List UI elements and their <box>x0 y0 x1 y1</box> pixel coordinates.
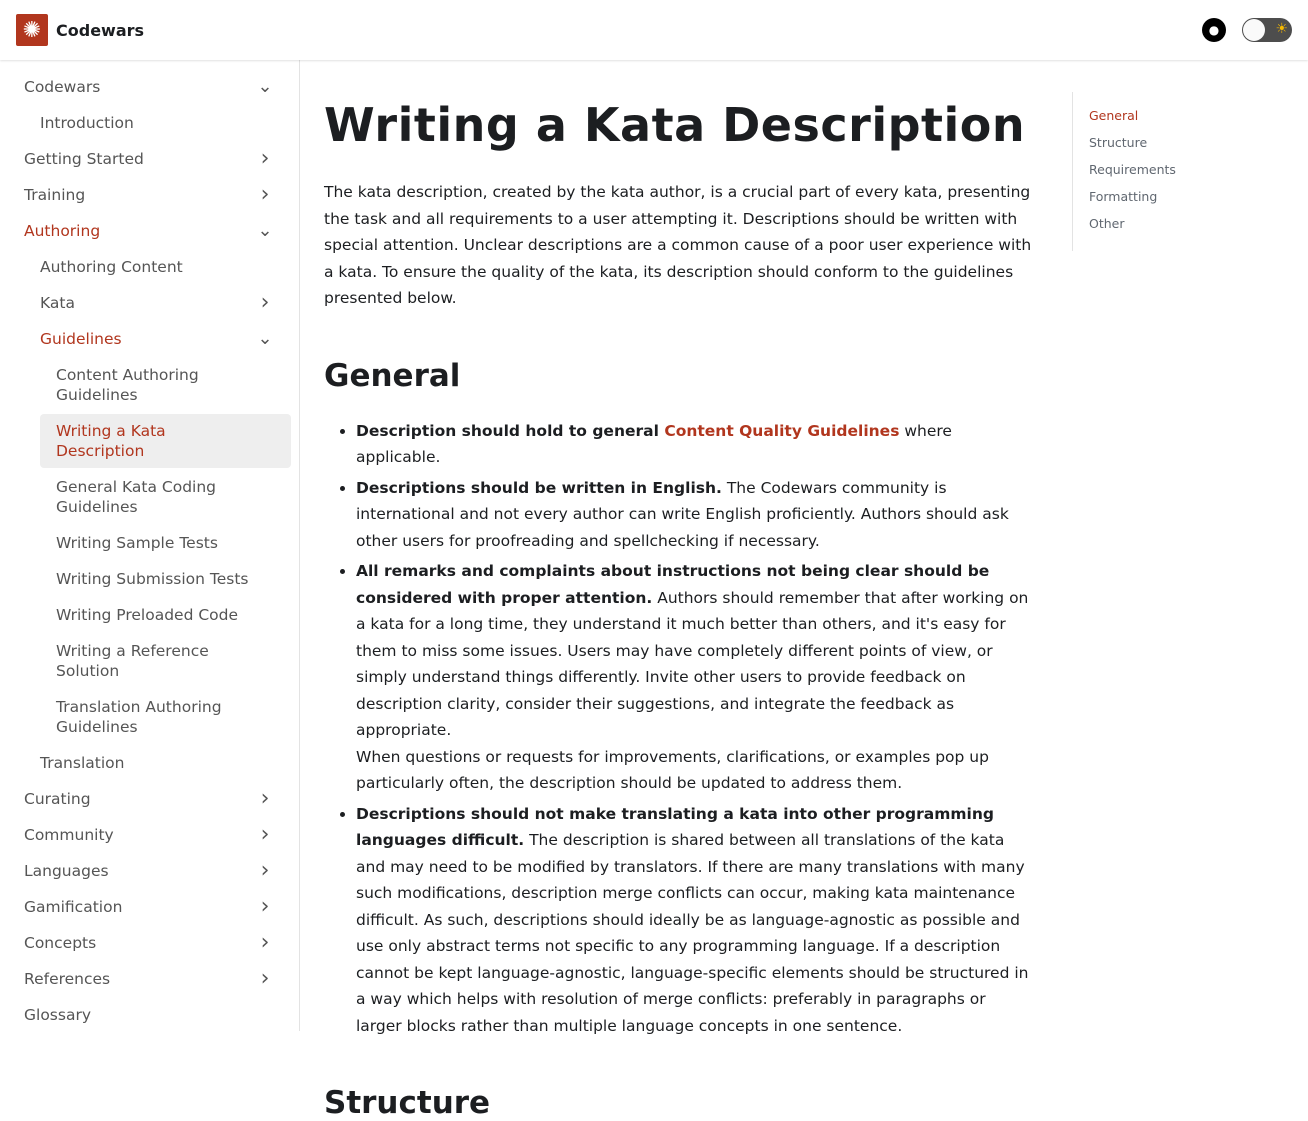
toc-link[interactable]: Requirements <box>1089 162 1176 177</box>
sidebar-item[interactable] <box>40 414 291 468</box>
chevron-right-icon[interactable]: › <box>260 966 270 991</box>
section-general-heading: General <box>324 357 461 394</box>
list-item: • Descriptions should be written in English. The Codewars community is international and not every author can write English proficiently. Authors should ask other users for proofreading and spellchecking if necessary. <box>356 475 1036 555</box>
sidebar-item-label: Gamification <box>24 898 123 916</box>
sidebar-item[interactable] <box>8 106 291 140</box>
sidebar-item[interactable] <box>8 782 291 816</box>
codewars-logo-icon[interactable]: ✺ <box>16 14 48 46</box>
sidebar-item-label: Getting Started <box>24 150 144 168</box>
sidebar-item[interactable] <box>8 854 291 888</box>
sidebar-item-label: Codewars <box>24 78 101 96</box>
chevron-right-icon[interactable]: › <box>260 786 270 811</box>
sidebar-item-label: Authoring <box>24 222 101 240</box>
toc-link[interactable]: General <box>1089 108 1139 123</box>
github-icon[interactable]: ● <box>1202 18 1226 42</box>
sidebar-item[interactable] <box>8 142 291 176</box>
sidebar-item[interactable] <box>8 214 291 248</box>
sidebar-item[interactable] <box>8 250 291 284</box>
sidebar-item-label: Glossary <box>24 1006 91 1024</box>
sidebar-item-label: Curating <box>24 790 91 808</box>
toc-link[interactable]: Formatting <box>1089 189 1158 204</box>
sidebar-item-label: Writing Preloaded Code <box>56 606 239 624</box>
sidebar-item[interactable] <box>8 470 291 524</box>
sidebar-item-label: Content Authoring Guidelines <box>56 366 199 404</box>
chevron-down-icon[interactable]: ⌄ <box>257 328 273 349</box>
sidebar-item[interactable] <box>8 178 291 212</box>
brand-title[interactable]: Codewars <box>56 20 145 40</box>
chevron-down-icon[interactable]: ⌄ <box>257 76 273 97</box>
intro-paragraph: The kata description, created by the kata author, is a crucial part of every kata, presenting the task and all requirements to a user attempting it. Descriptions should be written with special attention. Unclear descriptions are a common cause of a poor user experience with a kata. To ensure the quality of the kata, its description should conform to the guidelines presented below. <box>324 183 1032 307</box>
sidebar-item[interactable] <box>8 286 291 320</box>
sidebar-item[interactable] <box>8 70 291 104</box>
section-structure-heading: Structure <box>324 1085 491 1121</box>
chevron-down-icon[interactable]: ⌄ <box>257 220 273 241</box>
chevron-right-icon[interactable]: › <box>260 290 270 315</box>
sidebar-item-label: General Kata Coding Guidelines <box>56 478 217 516</box>
sidebar-item[interactable] <box>8 926 291 960</box>
sidebar-item-label: Translation Authoring Guidelines <box>56 698 222 736</box>
sidebar-item-label: Concepts <box>24 934 97 952</box>
toc-link[interactable]: Structure <box>1089 135 1148 150</box>
list-item: • All remarks and complaints about instructions not being clear should be considered with proper attention. Authors should remember that after working on a kata for a long time, they understand it much better than others, and it's easy for them to miss some issues. Users may have completely different points of view, or simply understand things differently. Invite other users to provide feedback on description clarity, consider their suggestions, and integrate the feedback as appropriate. When questions or requests for improvements, clarifications, or examples pop up particularly often, the description should be updated to address them. <box>356 558 1036 797</box>
sun-icon: ☀ <box>1275 21 1288 37</box>
sidebar-item[interactable] <box>8 962 291 996</box>
sidebar-item[interactable] <box>8 322 291 356</box>
chevron-right-icon[interactable]: › <box>260 858 270 883</box>
sidebar-item-label: Languages <box>24 862 109 880</box>
sidebar-item[interactable] <box>8 526 291 560</box>
sidebar-item-label: Training <box>24 186 86 204</box>
general-list <box>324 418 1036 1040</box>
sidebar-item[interactable] <box>8 562 291 596</box>
content-quality-link[interactable]: Content Quality Guidelines <box>664 421 900 440</box>
chevron-right-icon[interactable]: › <box>260 894 270 919</box>
sidebar-item[interactable] <box>8 634 291 688</box>
sidebar-item[interactable] <box>8 690 291 744</box>
sidebar-item-label: Authoring Content <box>40 258 183 276</box>
sidebar <box>0 60 300 1031</box>
sidebar-item-label: Translation <box>40 754 125 772</box>
chevron-right-icon[interactable]: › <box>260 182 270 207</box>
sidebar-item-label: Writing a Kata Description <box>56 422 166 460</box>
toc-link[interactable]: Other <box>1089 216 1125 231</box>
sidebar-item-label: Writing Sample Tests <box>56 534 218 552</box>
chevron-right-icon[interactable]: › <box>260 930 270 955</box>
chevron-right-icon[interactable]: › <box>260 146 270 171</box>
sidebar-item[interactable] <box>8 998 291 1032</box>
sidebar-item[interactable] <box>8 890 291 924</box>
sidebar-item-label: Writing a Reference Solution <box>56 642 209 680</box>
sidebar-item-label: References <box>24 970 111 988</box>
main-content <box>324 60 1036 1121</box>
sidebar-item[interactable] <box>8 358 291 412</box>
top-navbar <box>0 0 1308 60</box>
sidebar-item[interactable] <box>8 746 291 780</box>
sidebar-item[interactable] <box>8 598 291 632</box>
list-item: • Description should hold to general Content Quality Guidelines where applicable. <box>356 418 1036 471</box>
table-of-contents <box>1072 92 1176 251</box>
sidebar-item[interactable] <box>8 818 291 852</box>
sidebar-item-label: Introduction <box>40 114 134 132</box>
theme-toggle[interactable] <box>1242 18 1292 42</box>
list-item: • Descriptions should not make translating a kata into other programming languages difficult. The description is shared between all translations of the kata and may need to be modified by translators. If there are many translations with many such modifications, description merge conflicts can occur, making kata maintenance difficult. As such, descriptions should ideally be as language-agnostic as possible and use only abstract terms not specific to any programming language. If a description cannot be kept language-agnostic, language-specific elements should be structured in a way which helps with resolution of merge conflicts: preferably in paragraphs or larger blocks rather than multiple language concepts in one sentence. <box>356 801 1036 1040</box>
page-title: Writing a Kata Description <box>324 98 1026 152</box>
sidebar-item-label: Guidelines <box>40 330 122 348</box>
sidebar-item-label: Community <box>24 826 114 844</box>
sidebar-item-label: Kata <box>40 294 75 312</box>
sidebar-item-label: Writing Submission Tests <box>56 570 249 588</box>
chevron-right-icon[interactable]: › <box>260 822 270 847</box>
